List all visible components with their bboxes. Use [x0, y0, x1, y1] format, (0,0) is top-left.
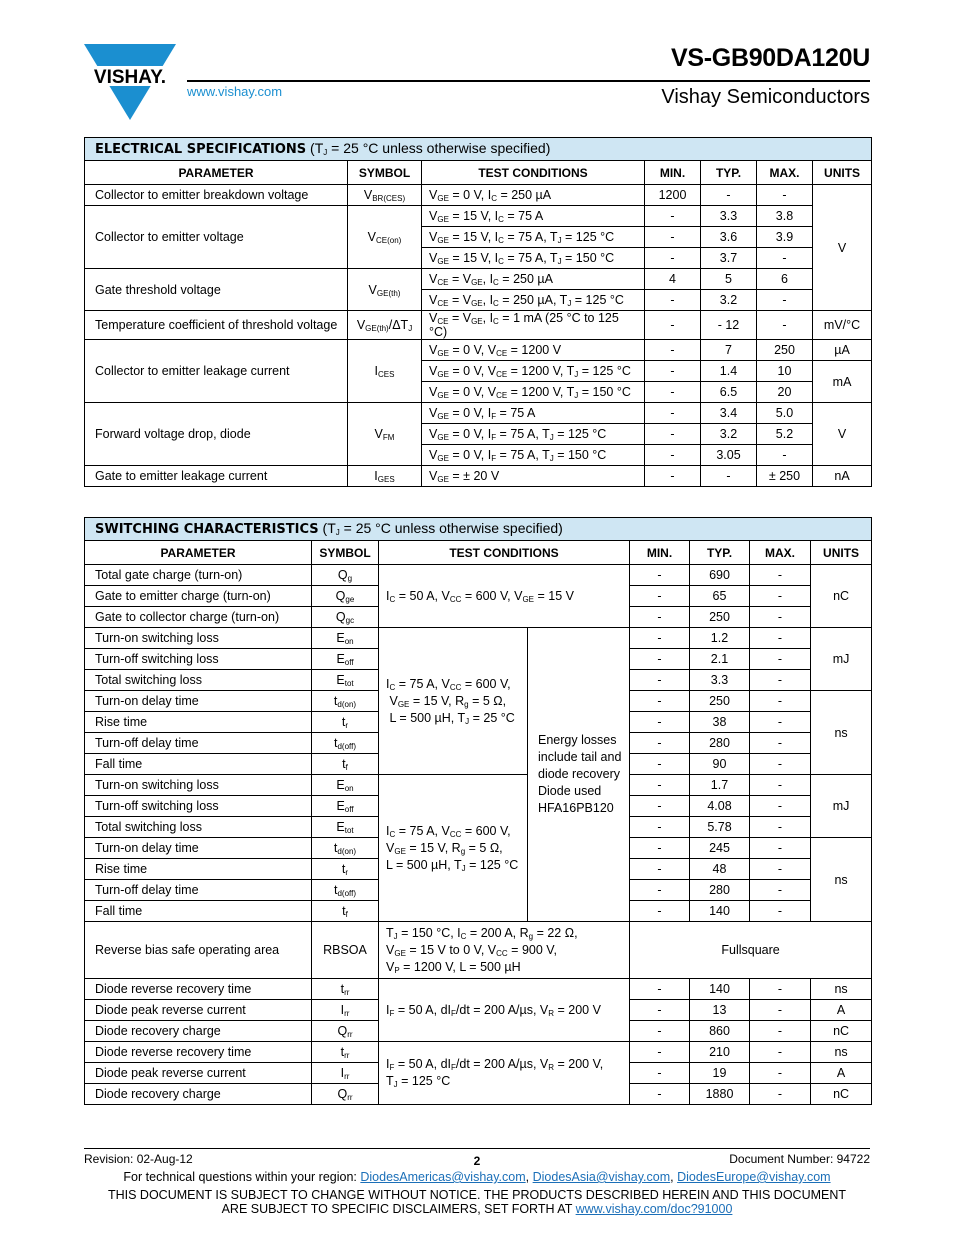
max-cell: 3.9: [757, 227, 813, 248]
units-cell: ns: [811, 979, 872, 1000]
min-cell: -: [645, 466, 701, 487]
symbol-cell: $t_{rr}$: [312, 1042, 379, 1063]
website-link[interactable]: www.vishay.com: [187, 84, 283, 99]
typ-cell: 2.1: [690, 649, 750, 670]
typ-cell: 250: [690, 607, 750, 628]
param-cell: Rise time: [85, 712, 312, 733]
min-cell: -: [645, 445, 701, 466]
param-cell: Total switching loss: [85, 670, 312, 691]
symbol-cell: $t_r$: [312, 859, 379, 880]
typ-cell: 140: [690, 901, 750, 922]
typ-cell: 860: [690, 1021, 750, 1042]
min-cell: -: [645, 248, 701, 269]
condition-cell: $V_{GE} = 0$ V, $I_F = 75$ A: [422, 403, 645, 424]
table-row: [85, 565, 872, 586]
min-cell: 4: [645, 269, 701, 290]
max-cell: -: [750, 838, 811, 859]
max-cell: -: [750, 565, 811, 586]
note-line: include tail and: [538, 750, 622, 764]
max-cell: -: [750, 649, 811, 670]
condition-cell: $I_C = 75$ A, $V_{CC} = 600$ V, $V_{GE} = 15$ V, $R_g = 5$ Ω, L = 500 µH, $T_J = 25$ °C: [379, 628, 528, 775]
condition-cell: $V_{GE} = 0$ V, $V_{CE} = 1200$ V, $T_J = 125$ °C: [422, 361, 645, 382]
logo-text: VISHAY.: [93, 67, 167, 88]
part-number: VS-GB90DA120U: [671, 44, 870, 72]
max-cell: -: [750, 859, 811, 880]
min-cell: -: [630, 796, 690, 817]
symbol-cell: $E_{off}$: [312, 649, 379, 670]
table-title-condition: = 25 °C unless otherwise specified): [339, 520, 563, 536]
max-cell: -: [750, 712, 811, 733]
min-cell: -: [645, 361, 701, 382]
max-cell: -: [750, 607, 811, 628]
typ-cell: - 12: [701, 311, 757, 340]
max-cell: -: [750, 1084, 811, 1105]
max-cell: -: [750, 754, 811, 775]
header-row: [85, 541, 872, 565]
table-row: [85, 979, 872, 1000]
param-cell: Collector to emitter breakdown voltage: [85, 185, 348, 206]
units-cell: mJ: [811, 628, 872, 691]
min-cell: -: [630, 586, 690, 607]
table-row: [85, 311, 872, 340]
param-cell: Turn-off delay time: [85, 733, 312, 754]
col-header: TYP.: [690, 541, 750, 565]
table-row: [85, 466, 872, 487]
symbol-cell: $I_{rr}$: [312, 1000, 379, 1021]
symbol-cell: $E_{tot}$: [312, 817, 379, 838]
header-rule: [187, 80, 870, 82]
max-cell: -: [757, 290, 813, 311]
param-cell: Turn-on switching loss: [85, 628, 312, 649]
typ-cell: 1.2: [690, 628, 750, 649]
condition-cell: $V_{GE} = 0$ V, $V_{CE} = 1200$ V: [422, 340, 645, 361]
table-row: [85, 775, 872, 796]
col-header: MIN.: [630, 541, 690, 565]
max-cell: ± 250: [757, 466, 813, 487]
max-cell: -: [750, 691, 811, 712]
condition-cell: $V_{CE} = V_{GE}$, $I_C = 250$ µA: [422, 269, 645, 290]
max-cell: -: [750, 817, 811, 838]
symbol-cell: $t_f$: [312, 754, 379, 775]
typ-cell: 5: [701, 269, 757, 290]
min-cell: -: [630, 691, 690, 712]
typ-cell: 3.2: [701, 290, 757, 311]
table-row: [85, 340, 872, 361]
symbol-cell: $t_f$: [312, 901, 379, 922]
typ-cell: 3.6: [701, 227, 757, 248]
typ-cell: 245: [690, 838, 750, 859]
col-header: MAX.: [757, 161, 813, 185]
typ-cell: 4.08: [690, 796, 750, 817]
typ-cell: 7: [701, 340, 757, 361]
rbsoa-value-cell: Fullsquare: [630, 922, 872, 979]
table-row: [85, 628, 872, 649]
param-cell: Diode peak reverse current: [85, 1063, 312, 1084]
units-cell: V: [813, 403, 872, 466]
col-header: MIN.: [645, 161, 701, 185]
min-cell: -: [630, 859, 690, 880]
min-cell: -: [645, 403, 701, 424]
min-cell: -: [630, 565, 690, 586]
typ-cell: 3.3: [690, 670, 750, 691]
param-cell: Turn-off delay time: [85, 880, 312, 901]
col-header: SYMBOL: [312, 541, 379, 565]
condition-cell: $V_{GE}$ = ± 20 V: [422, 466, 645, 487]
typ-cell: 280: [690, 880, 750, 901]
symbol-cell: $I_{GES}$: [348, 466, 422, 487]
param-cell: Turn-off switching loss: [85, 796, 312, 817]
max-cell: -: [750, 1042, 811, 1063]
typ-cell: 13: [690, 1000, 750, 1021]
col-header: PARAMETER: [85, 541, 312, 565]
symbol-cell: $Q_{rr}$: [312, 1021, 379, 1042]
electrical-specifications-table: [84, 137, 872, 487]
max-cell: -: [750, 880, 811, 901]
symbol-cell: $V_{BR(CES)}$: [348, 185, 422, 206]
min-cell: -: [645, 290, 701, 311]
param-cell: Diode reverse recovery time: [85, 1042, 312, 1063]
typ-cell: 3.4: [701, 403, 757, 424]
param-cell: Reverse bias safe operating area: [85, 922, 312, 979]
min-cell: -: [630, 838, 690, 859]
condition-cell: $T_J = 150$ °C, $I_C = 200$ A, $R_g = 22$ Ω, $V_{GE} = 15$ V to 0 V, $V_{CC} = 900$ V, $V_P = 1200$ V, L = 500 µH: [379, 922, 630, 979]
typ-cell: 5.78: [690, 817, 750, 838]
typ-cell: 38: [690, 712, 750, 733]
email-asia-link[interactable]: DiodesAsia@vishay.com: [532, 1170, 671, 1184]
note-line: Diode used: [538, 784, 602, 798]
min-cell: -: [630, 880, 690, 901]
min-cell: -: [630, 1063, 690, 1084]
symbol-cell: $V_{GE(th)}/\Delta T_J$: [348, 311, 422, 340]
table-row: [85, 206, 872, 227]
condition-cell: $I_C = 75$ A, $V_{CC} = 600$ V, $V_{GE} = 15$ V, $R_g = 5$ Ω, L = 500 µH, $T_J = 125$ °C: [379, 775, 528, 922]
col-header: PARAMETER: [85, 161, 348, 185]
revision-date: Revision: 02-Aug-12: [84, 1152, 193, 1166]
typ-cell: 3.3: [701, 206, 757, 227]
units-cell: ns: [811, 1042, 872, 1063]
typ-cell: 3.05: [701, 445, 757, 466]
max-cell: -: [757, 445, 813, 466]
param-cell: Diode recovery charge: [85, 1021, 312, 1042]
symbol-cell: $t_{d(off)}$: [312, 733, 379, 754]
min-cell: -: [645, 311, 701, 340]
param-cell: Turn-on delay time: [85, 838, 312, 859]
condition-cell: $V_{GE} = 0$ V, $V_{CE} = 1200$ V, $T_J = 150$ °C: [422, 382, 645, 403]
max-cell: -: [750, 628, 811, 649]
min-cell: -: [645, 340, 701, 361]
disclaimer: [0, 1188, 954, 1216]
param-cell: Rise time: [85, 859, 312, 880]
condition-cell: $V_{CE} = V_{GE}$, $I_C = 1$ mA (25 °C to 125 °C): [422, 311, 645, 340]
typ-cell: 48: [690, 859, 750, 880]
typ-cell: 6.5: [701, 382, 757, 403]
units-cell: ns: [811, 838, 872, 922]
param-cell: Turn-off switching loss: [85, 649, 312, 670]
min-cell: -: [630, 607, 690, 628]
typ-cell: 19: [690, 1063, 750, 1084]
symbol-cell: $Q_g$: [312, 565, 379, 586]
switching-characteristics-table: [84, 517, 872, 1105]
symbol-cell: RBSOA: [312, 922, 379, 979]
param-cell: Temperature coefficient of threshold voltage: [85, 311, 348, 340]
max-cell: 5.0: [757, 403, 813, 424]
max-cell: -: [750, 796, 811, 817]
condition-note-cell: [528, 628, 630, 922]
max-cell: -: [750, 1063, 811, 1084]
condition-cell: $I_F = 50$ A, $dI_F/dt = 200$ A/µs, $V_R = 200$ V: [379, 979, 630, 1042]
typ-cell: 3.7: [701, 248, 757, 269]
units-cell: nA: [813, 466, 872, 487]
max-cell: -: [757, 248, 813, 269]
min-cell: -: [630, 649, 690, 670]
min-cell: -: [630, 775, 690, 796]
typ-cell: -: [701, 466, 757, 487]
param-cell: Gate to emitter leakage current: [85, 466, 348, 487]
min-cell: -: [630, 979, 690, 1000]
min-cell: -: [645, 227, 701, 248]
max-cell: 10: [757, 361, 813, 382]
param-cell: Diode peak reverse current: [85, 1000, 312, 1021]
typ-cell: 140: [690, 979, 750, 1000]
condition-cell: $V_{GE} = 15$ V, $I_C = 75$ A, $T_J = 125$ °C: [422, 227, 645, 248]
condition-cell: $I_C = 50$ A, $V_{CC} = 600$ V, $V_{GE} = 15$ V: [379, 565, 630, 628]
min-cell: -: [630, 1042, 690, 1063]
max-cell: 250: [757, 340, 813, 361]
table-title: ELECTRICAL SPECIFICATIONS: [95, 142, 307, 157]
max-cell: 3.8: [757, 206, 813, 227]
param-cell: Turn-on delay time: [85, 691, 312, 712]
table-title-row: SWITCHING CHARACTERISTICS ($T_J = 25$ °C unless otherwise specified): [85, 518, 872, 541]
units-cell: mV/°C: [813, 311, 872, 340]
max-cell: -: [750, 775, 811, 796]
min-cell: -: [630, 817, 690, 838]
param-cell: Gate to emitter charge (turn-on): [85, 586, 312, 607]
min-cell: -: [630, 733, 690, 754]
condition-cell: $V_{GE} = 0$ V, $I_F = 75$ A, $T_J = 150$ °C: [422, 445, 645, 466]
condition-cell: $V_{GE} = 15$ V, $I_C = 75$ A, $T_J = 150$ °C: [422, 248, 645, 269]
typ-cell: 280: [690, 733, 750, 754]
col-header: TEST CONDITIONS: [422, 161, 645, 185]
disclaimer-line-2: ARE SUBJECT TO SPECIFIC DISCLAIMERS, SET FORTH AT: [221, 1202, 576, 1216]
note-line: HFA16PB120: [538, 801, 614, 815]
note-line: Energy losses: [538, 733, 617, 747]
typ-cell: 65: [690, 586, 750, 607]
min-cell: -: [630, 754, 690, 775]
param-cell: Gate threshold voltage: [85, 269, 348, 311]
param-cell: Forward voltage drop, diode: [85, 403, 348, 466]
units-cell: mJ: [811, 775, 872, 838]
min-cell: -: [645, 382, 701, 403]
param-cell: Total gate charge (turn-on): [85, 565, 312, 586]
max-cell: -: [757, 185, 813, 206]
param-cell: Diode recovery charge: [85, 1084, 312, 1105]
condition-cell: $V_{GE} = 0$ V, $I_F = 75$ A, $T_J = 125$ °C: [422, 424, 645, 445]
typ-cell: 3.2: [701, 424, 757, 445]
col-header: SYMBOL: [348, 161, 422, 185]
typ-cell: 1880: [690, 1084, 750, 1105]
max-cell: -: [750, 1000, 811, 1021]
symbol-cell: $t_r$: [312, 712, 379, 733]
condition-cell: $I_F = 50$ A, $dI_F/dt = 200$ A/µs, $V_R = 200$ V, $T_J = 125$ °C: [379, 1042, 630, 1105]
condition-cell: $V_{GE} = 0$ V, $I_C = 250$ µA: [422, 185, 645, 206]
min-cell: -: [630, 712, 690, 733]
max-cell: -: [750, 733, 811, 754]
min-cell: -: [630, 1000, 690, 1021]
min-cell: -: [630, 670, 690, 691]
col-header: UNITS: [813, 161, 872, 185]
vishay-logo: [82, 44, 178, 120]
symbol-cell: $t_{d(on)}$: [312, 838, 379, 859]
param-cell: Total switching loss: [85, 817, 312, 838]
symbol-cell: $E_{on}$: [312, 628, 379, 649]
col-header: TYP.: [701, 161, 757, 185]
units-cell: nC: [811, 565, 872, 628]
symbol-cell: $I_{CES}$: [348, 340, 422, 403]
contact-line: For technical questions within your region: DiodesAmericas@vishay.com, DiodesAsia@vishay.com, DiodesEurope@vishay.com: [123, 1170, 831, 1184]
header-row: [85, 161, 872, 185]
symbol-cell: $V_{GE(th)}$: [348, 269, 422, 311]
units-cell: nC: [811, 1021, 872, 1042]
symbol-cell: $t_{d(on)}$: [312, 691, 379, 712]
units-cell: ns: [811, 691, 872, 775]
min-cell: -: [645, 206, 701, 227]
symbol-cell: $t_{d(off)}$: [312, 880, 379, 901]
disclaimer-line-1: THIS DOCUMENT IS SUBJECT TO CHANGE WITHOUT NOTICE. THE PRODUCTS DESCRIBED HEREIN AND THIS DOCUMENT: [107, 1188, 847, 1202]
note-line: diode recovery: [538, 767, 620, 781]
table-title-row: ELECTRICAL SPECIFICATIONS ($T_J = 25$ °C unless otherwise specified): [85, 138, 872, 161]
typ-cell: 1.4: [701, 361, 757, 382]
param-cell: Fall time: [85, 901, 312, 922]
units-cell: mA: [813, 361, 872, 403]
symbol-cell: $Q_{ge}$: [312, 586, 379, 607]
table-row: [85, 1042, 872, 1063]
symbol-cell: $Q_{gc}$: [312, 607, 379, 628]
min-cell: 1200: [645, 185, 701, 206]
typ-cell: 250: [690, 691, 750, 712]
typ-cell: -: [701, 185, 757, 206]
table-row: [85, 922, 872, 979]
symbol-cell: $E_{on}$: [312, 775, 379, 796]
table-title: SWITCHING CHARACTERISTICS: [95, 522, 319, 537]
param-cell: Collector to emitter leakage current: [85, 340, 348, 403]
max-cell: 20: [757, 382, 813, 403]
contact-text: For technical questions within your region:: [123, 1170, 361, 1184]
col-header: MAX.: [750, 541, 811, 565]
max-cell: -: [750, 1021, 811, 1042]
max-cell: 5.2: [757, 424, 813, 445]
condition-cell: $V_{GE} = 15$ V, $I_C = 75$ A: [422, 206, 645, 227]
units-cell: V: [813, 185, 872, 311]
col-header: UNITS: [811, 541, 872, 565]
typ-cell: 90: [690, 754, 750, 775]
symbol-cell: $t_{rr}$: [312, 979, 379, 1000]
min-cell: -: [645, 424, 701, 445]
table-row: [85, 403, 872, 424]
units-cell: nC: [811, 1084, 872, 1105]
units-cell: A: [811, 1000, 872, 1021]
col-header: TEST CONDITIONS: [379, 541, 630, 565]
document-number: Document Number: 94722: [729, 1152, 870, 1166]
symbol-cell: $E_{off}$: [312, 796, 379, 817]
footer-rule: [84, 1148, 870, 1149]
symbol-cell: $V_{CE(on)}$: [348, 206, 422, 269]
param-cell: Diode reverse recovery time: [85, 979, 312, 1000]
min-cell: -: [630, 1021, 690, 1042]
units-cell: µA: [813, 340, 872, 361]
param-cell: Turn-on switching loss: [85, 775, 312, 796]
max-cell: -: [750, 670, 811, 691]
max-cell: -: [750, 901, 811, 922]
max-cell: -: [750, 979, 811, 1000]
min-cell: -: [630, 901, 690, 922]
typ-cell: 210: [690, 1042, 750, 1063]
table-row: [85, 269, 872, 290]
max-cell: -: [757, 311, 813, 340]
max-cell: 6: [757, 269, 813, 290]
symbol-cell: $V_{FM}$: [348, 403, 422, 466]
min-cell: -: [630, 628, 690, 649]
typ-cell: 1.7: [690, 775, 750, 796]
typ-cell: 690: [690, 565, 750, 586]
page-number: 2: [473, 1154, 481, 1168]
max-cell: -: [750, 586, 811, 607]
company-name: Vishay Semiconductors: [661, 86, 870, 108]
email-europe-link[interactable]: DiodesEurope@vishay.com: [677, 1170, 831, 1184]
symbol-cell: $I_{rr}$: [312, 1063, 379, 1084]
condition-cell: $V_{CE} = V_{GE}$, $I_C = 250$ µA, $T_J = 125$ °C: [422, 290, 645, 311]
symbol-cell: $E_{tot}$: [312, 670, 379, 691]
param-cell: Collector to emitter voltage: [85, 206, 348, 269]
table-row: [85, 185, 872, 206]
symbol-cell: $Q_{rr}$: [312, 1084, 379, 1105]
param-cell: Gate to collector charge (turn-on): [85, 607, 312, 628]
table-title-condition: = 25 °C unless otherwise specified): [327, 140, 551, 156]
min-cell: -: [630, 1084, 690, 1105]
units-cell: A: [811, 1063, 872, 1084]
email-americas-link[interactable]: DiodesAmericas@vishay.com: [360, 1170, 526, 1184]
disclaimer-link[interactable]: www.vishay.com/doc?91000: [575, 1202, 733, 1216]
param-cell: Fall time: [85, 754, 312, 775]
